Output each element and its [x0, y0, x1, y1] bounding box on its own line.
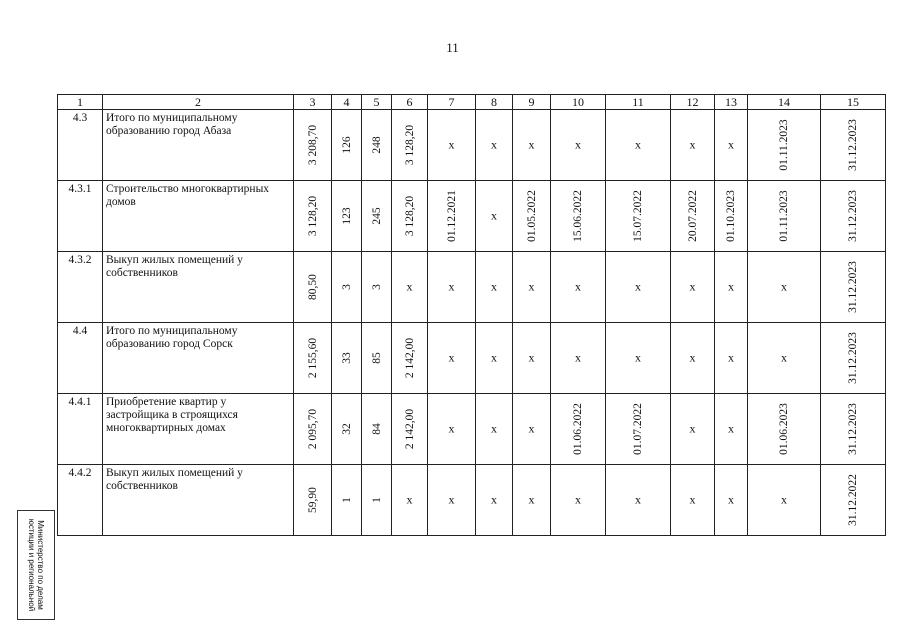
cell-value: х: [575, 492, 581, 507]
table-cell: [294, 323, 332, 394]
cell-value: 1: [370, 497, 383, 503]
table-cell: [332, 323, 362, 394]
table-cell: [715, 394, 748, 465]
cell-value: 85: [370, 352, 383, 364]
table-row: [58, 110, 886, 181]
cell-value: х: [448, 137, 455, 152]
table-cell: [428, 181, 476, 252]
cell-value: х: [528, 421, 535, 436]
table-cell: [821, 465, 886, 536]
cell-value: х: [781, 492, 787, 507]
cell-value: х: [575, 350, 581, 365]
table-cell: [606, 181, 671, 252]
cell-value: х: [491, 208, 497, 223]
table-cell: [392, 181, 428, 252]
cell-value: 32: [340, 423, 353, 435]
table-cell: [551, 394, 606, 465]
table-cell: [551, 323, 606, 394]
row-name: Выкуп жилых помещений у собственников: [103, 465, 294, 536]
column-header: 10: [551, 95, 606, 110]
cell-value: х: [781, 279, 787, 294]
cell-value: х: [635, 492, 641, 507]
cell-value: 2 142,00: [403, 337, 416, 379]
cell-value: х: [528, 492, 535, 507]
table-cell: [513, 110, 551, 181]
cell-value: х: [575, 137, 581, 152]
cell-value: х: [689, 279, 696, 294]
table-cell: [748, 110, 821, 181]
table-cell: [821, 323, 886, 394]
page-number: 11: [446, 40, 459, 55]
table-cell: [428, 252, 476, 323]
cell-value: х: [448, 421, 455, 436]
cell-value: 33: [340, 352, 353, 364]
cell-value: 01.11.2023: [778, 190, 790, 242]
cell-value: х: [448, 492, 455, 507]
table-cell: [715, 181, 748, 252]
cell-value: 80,50: [306, 274, 319, 300]
table-row: [58, 323, 886, 394]
table-cell: [551, 110, 606, 181]
cell-value: 01.06.2023: [778, 403, 790, 455]
stamp-line: юстиции и региональной: [27, 518, 36, 612]
cell-value: 3 128,20: [403, 124, 416, 166]
column-header: 8: [476, 95, 513, 110]
cell-value: х: [635, 137, 641, 152]
table-cell: [294, 394, 332, 465]
table-cell: [748, 181, 821, 252]
cell-value: х: [491, 421, 497, 436]
column-header: 2: [103, 95, 294, 110]
table-row: [58, 394, 886, 465]
table-cell: [671, 252, 715, 323]
table-cell: [392, 394, 428, 465]
cell-value: х: [689, 350, 696, 365]
cell-value: 15.06.2022: [572, 190, 584, 242]
table-cell: [332, 252, 362, 323]
table-cell: [476, 252, 513, 323]
table-cell: [671, 110, 715, 181]
column-header: 14: [748, 95, 821, 110]
table-cell: [551, 181, 606, 252]
cell-value: 2 155,60: [306, 337, 319, 379]
table-cell: [362, 323, 392, 394]
cell-value: 3: [370, 284, 383, 290]
cell-value: х: [491, 350, 497, 365]
table-cell: [551, 465, 606, 536]
table-cell: [428, 110, 476, 181]
cell-value: х: [575, 279, 581, 294]
table-cell: [362, 394, 392, 465]
table-cell: [671, 465, 715, 536]
table-cell: [513, 252, 551, 323]
cell-value: х: [448, 350, 455, 365]
table-cell: [362, 465, 392, 536]
cell-value: 31.12.2022: [847, 474, 859, 526]
row-name: Итого по муниципальному образованию город Сорск: [103, 323, 294, 394]
cell-value: 3 208,70: [306, 124, 319, 166]
cell-value: х: [689, 421, 696, 436]
cell-value: 1: [340, 497, 353, 503]
table-cell: [513, 323, 551, 394]
cell-value: х: [689, 492, 696, 507]
table-cell: [715, 252, 748, 323]
cell-value: х: [491, 137, 497, 152]
cell-value: х: [689, 137, 696, 152]
column-header: 12: [671, 95, 715, 110]
column-header: 1: [58, 95, 103, 110]
cell-value: 245: [370, 207, 383, 225]
cell-value: 15.07.2022: [632, 190, 644, 242]
cell-value: 31.12.2023: [847, 332, 859, 384]
cell-value: х: [448, 279, 455, 294]
cell-value: х: [635, 350, 641, 365]
header-row: [58, 95, 886, 110]
table-cell: [294, 252, 332, 323]
cell-value: 2 095,70: [306, 408, 319, 450]
cell-value: х: [528, 350, 535, 365]
cell-value: 01.06.2022: [572, 403, 584, 455]
cell-value: 31.12.2023: [847, 119, 859, 171]
table-cell: [392, 323, 428, 394]
table-row: [58, 465, 886, 536]
table-cell: [428, 465, 476, 536]
cell-value: х: [728, 137, 734, 152]
ministry-stamp: [17, 510, 55, 620]
column-header: 3: [294, 95, 332, 110]
cell-value: х: [728, 279, 734, 294]
table-cell: [821, 252, 886, 323]
stamp-text: [27, 519, 45, 611]
cell-value: х: [406, 279, 413, 294]
row-name: Выкуп жилых помещений у собственников: [103, 252, 294, 323]
table-cell: [606, 110, 671, 181]
column-header: 5: [362, 95, 392, 110]
table-cell: [821, 181, 886, 252]
table-cell: [748, 323, 821, 394]
cell-value: 01.12.2021: [445, 190, 458, 242]
table-cell: [362, 252, 392, 323]
table-cell: [476, 110, 513, 181]
column-header: 6: [392, 95, 428, 110]
cell-value: х: [491, 279, 497, 294]
row-name: Приобретение квартир у застройщика в строящихся многоквартирных домах: [103, 394, 294, 465]
cell-value: 3: [340, 284, 353, 290]
cell-value: 31.12.2023: [847, 261, 859, 313]
row-code: 4.4: [58, 323, 103, 394]
cell-value: х: [528, 137, 535, 152]
table-row: [58, 181, 886, 252]
table-cell: [715, 465, 748, 536]
table-cell: [476, 181, 513, 252]
cell-value: 3 128,20: [403, 195, 416, 237]
cell-value: 248: [370, 136, 383, 154]
cell-value: х: [728, 421, 734, 436]
table-cell: [715, 323, 748, 394]
table-cell: [392, 252, 428, 323]
table-cell: [551, 252, 606, 323]
table-cell: [748, 394, 821, 465]
cell-value: 01.10.2023: [725, 190, 737, 242]
cell-value: х: [781, 350, 787, 365]
row-code: 4.3: [58, 110, 103, 181]
table-cell: [513, 181, 551, 252]
table-cell: [476, 323, 513, 394]
table-cell: [332, 181, 362, 252]
column-header: 7: [428, 95, 476, 110]
cell-value: х: [406, 492, 413, 507]
cell-value: 20.07.2022: [686, 190, 699, 242]
cell-value: х: [528, 279, 535, 294]
cell-value: 01.05.2022: [525, 190, 538, 242]
column-header: 4: [332, 95, 362, 110]
table-cell: [332, 110, 362, 181]
stamp-line: Министерство по делам: [36, 520, 45, 610]
table-cell: [392, 110, 428, 181]
row-name: Строительство многоквартирных домов: [103, 181, 294, 252]
cell-value: х: [491, 492, 497, 507]
table-cell: [671, 323, 715, 394]
column-header: 9: [513, 95, 551, 110]
cell-value: 2 142,00: [403, 408, 416, 450]
table-cell: [294, 181, 332, 252]
table-cell: [332, 465, 362, 536]
cell-value: 84: [370, 423, 383, 435]
table-cell: [362, 110, 392, 181]
cell-value: 01.11.2023: [778, 119, 790, 171]
table-cell: [606, 465, 671, 536]
column-header: 11: [606, 95, 671, 110]
table-cell: [392, 465, 428, 536]
cell-value: 126: [340, 136, 353, 154]
table-cell: [428, 394, 476, 465]
table-cell: [513, 465, 551, 536]
cell-value: х: [728, 350, 734, 365]
table-cell: [748, 465, 821, 536]
row-code: 4.3.1: [58, 181, 103, 252]
cell-value: 59,90: [306, 487, 319, 513]
cell-value: 123: [340, 207, 353, 225]
cell-value: 01.07.2022: [632, 403, 644, 455]
table-cell: [748, 252, 821, 323]
table-cell: [476, 465, 513, 536]
cell-value: х: [728, 492, 734, 507]
table-cell: [671, 181, 715, 252]
table-cell: [513, 394, 551, 465]
table-cell: [294, 465, 332, 536]
table-cell: [671, 394, 715, 465]
table-cell: [428, 323, 476, 394]
table-cell: [606, 323, 671, 394]
cell-value: 31.12.2023: [847, 190, 859, 242]
table-cell: [606, 252, 671, 323]
row-code: 4.4.2: [58, 465, 103, 536]
column-header: 15: [821, 95, 886, 110]
table-row: [58, 252, 886, 323]
row-code: 4.3.2: [58, 252, 103, 323]
table-cell: [821, 394, 886, 465]
table-cell: [715, 110, 748, 181]
row-name: Итого по муниципальному образованию город Абаза: [103, 110, 294, 181]
table-cell: [332, 394, 362, 465]
table-cell: [362, 181, 392, 252]
cell-value: 3 128,20: [306, 195, 319, 237]
table-cell: [606, 394, 671, 465]
column-header: 13: [715, 95, 748, 110]
table-cell: [294, 110, 332, 181]
cell-value: 31.12.2023: [847, 403, 859, 455]
table-cell: [476, 394, 513, 465]
row-code: 4.4.1: [58, 394, 103, 465]
program-table: [57, 94, 886, 536]
cell-value: х: [635, 279, 641, 294]
table-cell: [821, 110, 886, 181]
